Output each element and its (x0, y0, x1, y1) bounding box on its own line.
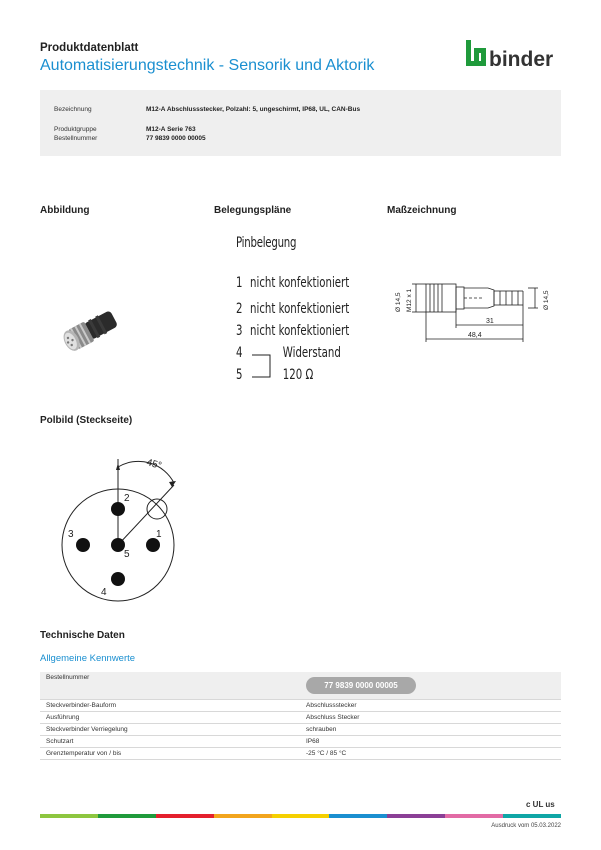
dim-length-48: 48,4 (468, 332, 482, 339)
pin-number: 3 (236, 323, 243, 339)
binder-logo-mark (466, 40, 486, 66)
product-group-label: Produktgruppe (54, 126, 97, 133)
row-label: Schutzart (46, 738, 74, 745)
color-bar-segment-1 (40, 814, 98, 818)
pole-label-3: 3 (68, 529, 74, 540)
pinout-diagram (234, 233, 364, 393)
table-row-order (40, 672, 561, 700)
color-bar-segment-3 (156, 814, 214, 818)
order-label: Bestellnummer (46, 674, 90, 681)
pin-text: nicht konfektioniert (250, 275, 350, 291)
color-bar-segment-9 (503, 814, 561, 818)
order-number-badge: 77 9839 0000 00005 (306, 677, 416, 694)
pole-label-1: 1 (156, 529, 162, 540)
order-number-value: 77 9839 0000 00005 (146, 135, 206, 142)
pin-number: 2 (236, 301, 243, 317)
row-label: Grenztemperatur von / bis (46, 750, 122, 757)
resistor-bracket (250, 351, 280, 381)
order-number-label: Bestellnummer (54, 135, 98, 142)
row-label: Steckverbinder-Bauform (46, 702, 117, 709)
row-value: schrauben (306, 726, 337, 733)
tech-table (40, 672, 561, 760)
row-label: Steckverbinder Verriegelung (46, 726, 128, 733)
pinout-row-1 (236, 275, 349, 291)
pole-diagram (56, 445, 196, 605)
color-bar-segment-6 (329, 814, 387, 818)
pole-label-4: 4 (101, 587, 107, 598)
print-date: Ausdruck vom 05.03.2022 (491, 823, 561, 829)
product-image (50, 305, 125, 360)
pole-heading: Polbild (Steckseite) (40, 415, 133, 426)
binder-logo-text: binder (489, 48, 554, 71)
color-bar-segment-8 (445, 814, 503, 818)
dimension-heading: Maßzeichnung (387, 205, 457, 216)
color-bar-segment-5 (272, 814, 330, 818)
pin-text: Widerstand (282, 345, 341, 361)
pinout-row-3 (236, 323, 349, 339)
document-title: Automatisierungstechnik - Sensorik und Aktorik (40, 57, 375, 74)
table-row (40, 712, 561, 724)
dimension-drawing (388, 272, 558, 352)
row-value: Abschluss Stecker (306, 714, 360, 721)
dim-length-31: 31 (486, 318, 494, 325)
wiring-heading: Belegungspläne (214, 205, 292, 216)
table-row (40, 724, 561, 736)
pin-text: 120 Ω (282, 367, 314, 383)
row-value: -25 °C / 85 °C (306, 750, 347, 757)
footer-color-bar (40, 814, 561, 818)
dim-diameter-right: Ø 14,5 (543, 290, 550, 310)
tech-heading: Technische Daten (40, 630, 125, 641)
pin-number: 5 (236, 367, 243, 383)
row-value: Abschlussstecker (306, 702, 357, 709)
color-bar-segment-4 (214, 814, 272, 818)
row-value: IP68 (306, 738, 320, 745)
pole-angle-label: 45° (145, 457, 163, 472)
table-row (40, 736, 561, 748)
pin-text: nicht konfektioniert (250, 323, 350, 339)
pin-text: nicht konfektioniert (250, 301, 350, 317)
product-info-box (40, 90, 561, 156)
color-bar-segment-7 (387, 814, 445, 818)
dim-diameter-left: Ø 14,5 (395, 292, 402, 312)
document-type: Produktdatenblatt (40, 42, 139, 54)
pin-number: 4 (236, 345, 243, 361)
figure-heading: Abbildung (40, 205, 90, 216)
pole-label-2: 2 (124, 493, 130, 504)
ul-certification-mark: c UL us (526, 800, 555, 809)
color-bar-segment-2 (98, 814, 156, 818)
designation-label: Bezeichnung (54, 106, 92, 113)
pinout-row-2 (236, 301, 349, 317)
dim-thread: M12 x 1 (406, 288, 413, 312)
row-label: Ausführung (46, 714, 80, 721)
general-heading: Allgemeine Kennwerte (40, 653, 136, 664)
designation-value: M12-A Abschlussstecker, Polzahl: 5, ungeschirmt, IP68, UL, CAN-Bus (146, 106, 361, 113)
pinout-title: Pinbelegung (236, 235, 297, 251)
binder-logo (466, 40, 564, 72)
table-row (40, 700, 561, 712)
product-group-value: M12-A Serie 763 (146, 126, 196, 133)
pin-number: 1 (236, 275, 243, 291)
table-row (40, 748, 561, 760)
pole-label-5: 5 (124, 549, 130, 560)
